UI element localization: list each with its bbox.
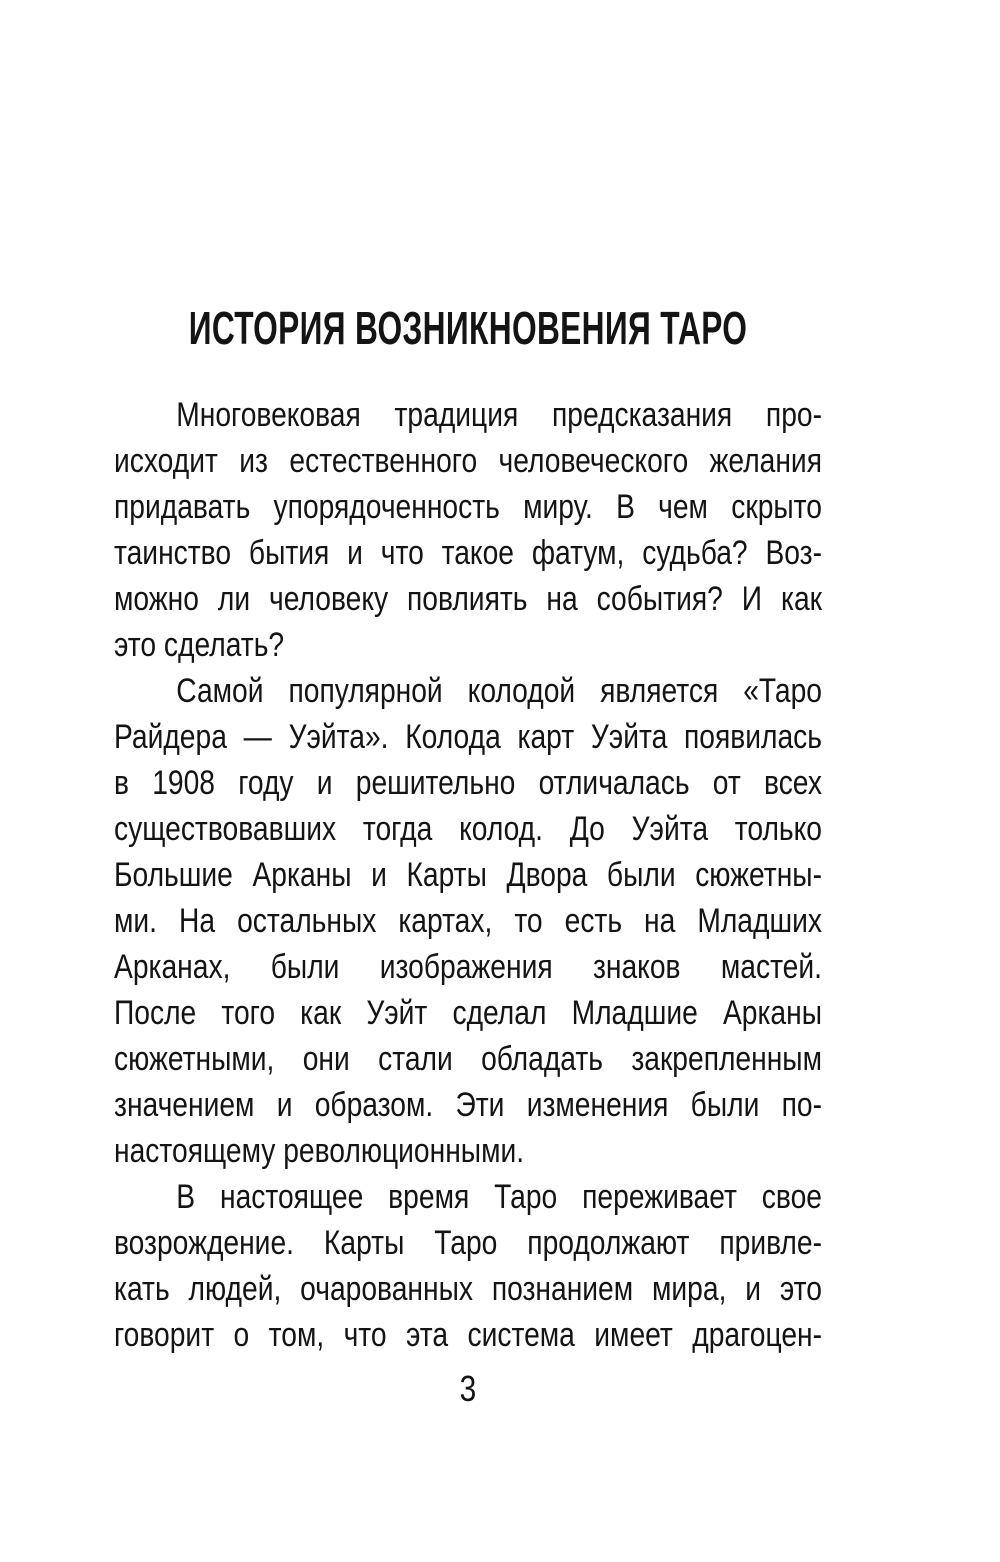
text-line: говорит о том, что эта система имеет драгоцен- bbox=[114, 1316, 822, 1354]
text-line: придавать упорядоченность миру. В чем скрыто bbox=[114, 488, 822, 526]
text-line: сюжетными, они стали обладать закрепленным bbox=[114, 1040, 822, 1078]
text-line: Райдера — Уэйта». Колода карт Уэйта появилась bbox=[114, 718, 822, 756]
paragraph bbox=[114, 392, 822, 668]
text-line: После того как Уэйт сделал Младшие Арканы bbox=[114, 994, 822, 1032]
page-number: 3 bbox=[459, 1368, 477, 1409]
text-line: существовавших тогда колод. До Уэйта только bbox=[114, 810, 822, 848]
text-line: кать людей, очарованных познанием мира, и это bbox=[114, 1270, 822, 1308]
body-text bbox=[114, 392, 822, 1358]
text-line: ми. На остальных картах, то есть на Младших bbox=[114, 902, 822, 940]
text-line: Большие Арканы и Карты Двора были сюжетны- bbox=[114, 856, 822, 894]
chapter-title: ИСТОРИЯ ВОЗНИКНОВЕНИЯ ТАРО bbox=[188, 302, 748, 354]
text-line: таинство бытия и что такое фатум, судьба? Воз- bbox=[114, 534, 822, 572]
text-line: в 1908 году и решительно отличалась от всех bbox=[114, 764, 822, 802]
text-line: Арканах, были изображения знаков мастей. bbox=[114, 948, 822, 986]
text-line: возрождение. Карты Таро продолжают привле- bbox=[114, 1224, 822, 1262]
text-line: Многовековая традиция предсказания про- bbox=[176, 396, 822, 434]
paragraph bbox=[114, 1174, 822, 1358]
text-line: значением и образом. Эти изменения были по- bbox=[114, 1086, 822, 1124]
text-line: настоящему революционными. bbox=[114, 1132, 525, 1170]
text-line: Самой популярной колодой является «Таро bbox=[176, 672, 822, 710]
paragraph bbox=[114, 668, 822, 1174]
text-line: В настоящее время Таро переживает свое bbox=[176, 1178, 822, 1216]
text-line: это сделать? bbox=[114, 626, 285, 664]
text-line: исходит из естественного человеческого желания bbox=[114, 442, 822, 480]
text-column bbox=[114, 300, 822, 1412]
text-line: можно ли человеку повлиять на события? И как bbox=[114, 580, 822, 618]
